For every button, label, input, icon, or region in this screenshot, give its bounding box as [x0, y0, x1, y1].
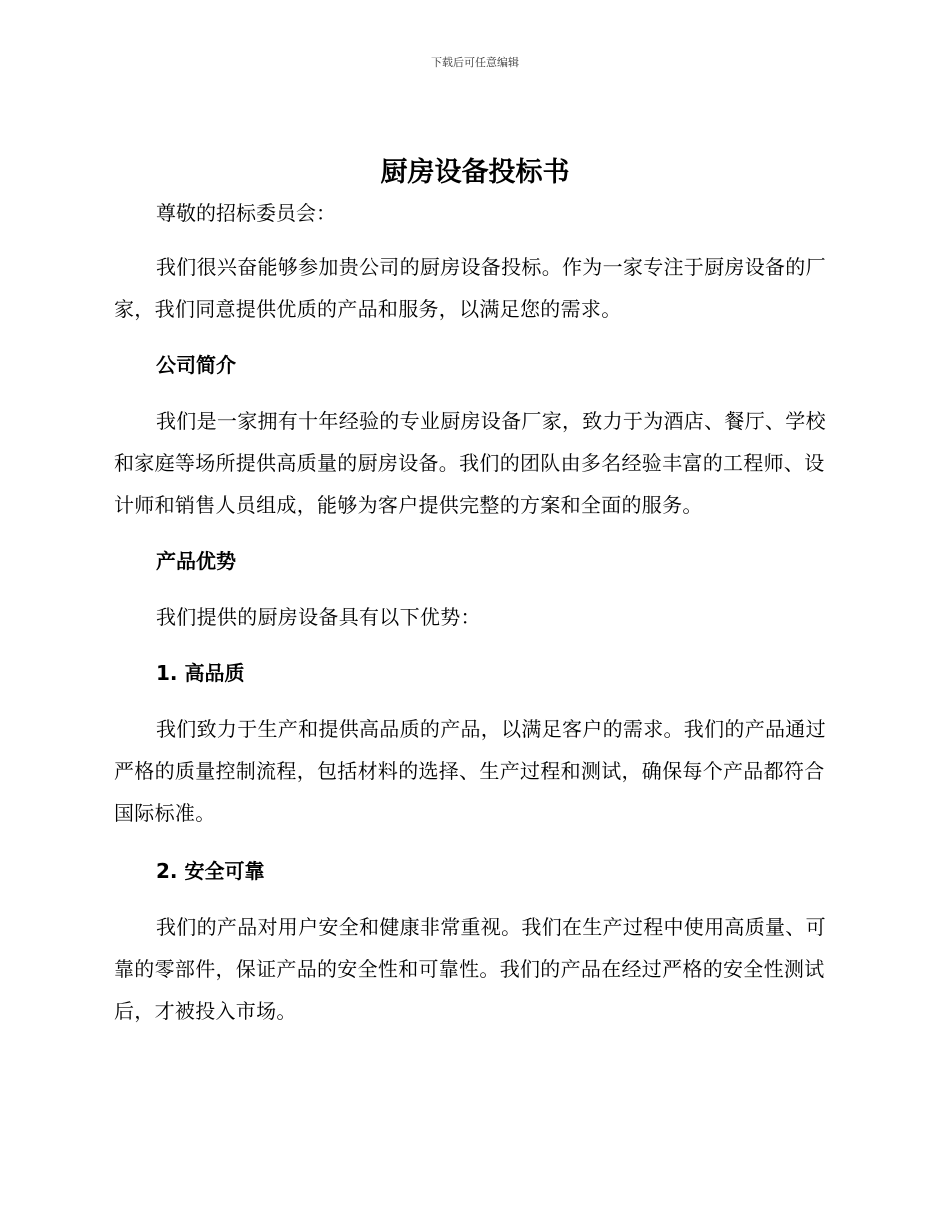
advantage-paragraph-quality: 我们致力于生产和提供高品质的产品，以满足客户的需求。我们的产品通过严格的质量控制流程，包括材料的选择、生产过程和测试，确保每个产品都符合国际标准。 [114, 717, 826, 825]
company-paragraph: 我们是一家拥有十年经验的专业厨房设备厂家，致力于为酒店、餐厅、学校和家庭等场所提供高质量的厨房设备。我们的团队由多名经验丰富的工程师、设计师和销售人员组成，能够为客户提供完整的方案和全面的服务。 [114, 409, 826, 517]
section-heading-advantages: 产品优势 [156, 549, 236, 573]
page-header-note: 下载后可任意编辑 [431, 56, 519, 69]
salutation: 尊敬的招标委员会： [156, 201, 336, 225]
advantages-intro-paragraph: 我们提供的厨房设备具有以下优势： [156, 605, 481, 629]
document-title: 厨房设备投标书 [380, 157, 570, 188]
document-body [114, 194, 834, 1032]
section-heading-company: 公司简介 [156, 353, 236, 377]
advantage-paragraph-safety: 我们的产品对用户安全和健康非常重视。我们在生产过程中使用高质量、可靠的零部件，保证产品的安全性和可靠性。我们的产品在经过严格的安全性测试后，才被投入市场。 [114, 915, 826, 1023]
advantage-heading-quality: 1. 高品质 [156, 661, 245, 685]
advantage-heading-safety: 2. 安全可靠 [156, 859, 265, 883]
intro-paragraph: 我们很兴奋能够参加贵公司的厨房设备投标。作为一家专注于厨房设备的厂家，我们同意提供优质的产品和服务，以满足您的需求。 [114, 255, 826, 321]
